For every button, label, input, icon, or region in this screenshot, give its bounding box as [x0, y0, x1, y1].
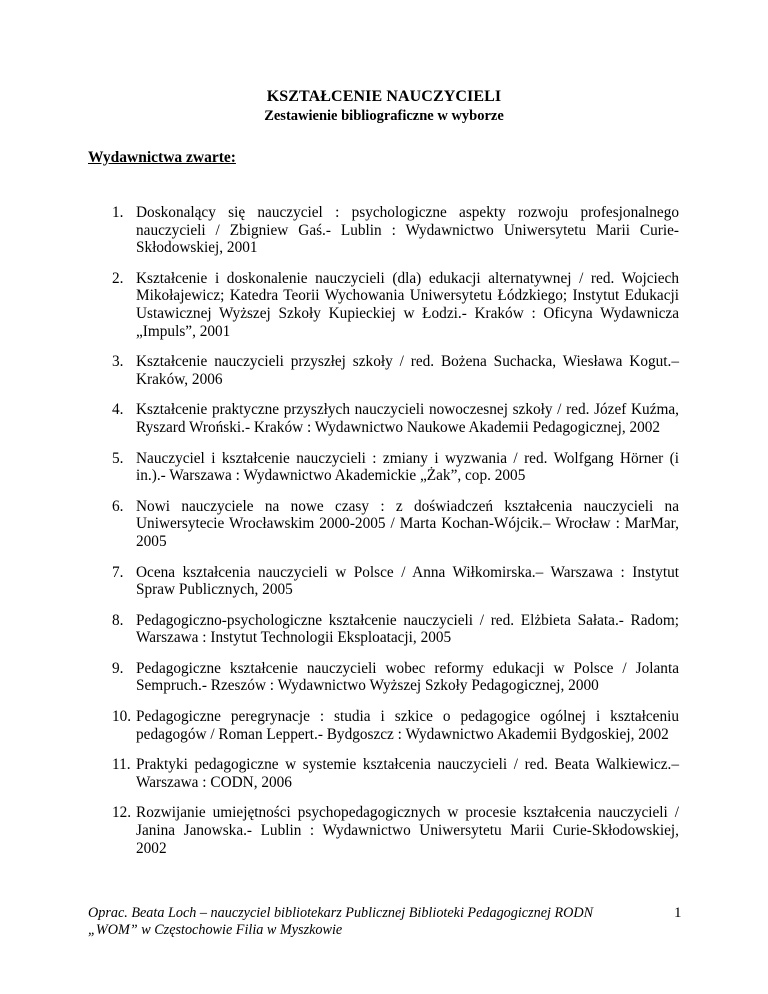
bibliography-entry [112, 498, 679, 551]
entry-text: Kształcenie praktyczne przyszłych nauczycieli nowoczesnej szkoły / red. Józef Kuźma, Ryszard Wroński.- Kraków : Wydawnictwo Naukowe Akademii Pedagogicznej, 2002 [136, 401, 679, 436]
footer-line-2: „WOM” w Częstochowie Filia w Myszkowie [88, 922, 343, 938]
bibliography-entry [112, 612, 679, 647]
entry-text: Ocena kształcenia nauczycieli w Polsce / Anna Wiłkomirska.– Warszawa : Instytut Spraw Publicznych, 2005 [136, 563, 679, 599]
entry-number: 6. [112, 497, 124, 515]
section-heading: Wydawnictwa zwarte: [88, 149, 236, 166]
document-subtitle: Zestawienie bibliograficzne w wyborze [264, 108, 504, 124]
entry-number: 12. [112, 804, 132, 822]
entry-number: 10. [112, 708, 132, 726]
bibliography-entry [112, 756, 679, 791]
entry-text: Nowi nauczyciele na nowe czasy : z doświadczeń kształcenia nauczycieli na Uniwersytecie Wrocławskim 2000-2005 / Marta Kochan-Wójcik.– Wrocław : MarMar, 2005 [136, 497, 679, 550]
entry-text: Rozwijanie umiejętności psychopedagogicznych w procesie kształcenia nauczycieli / Janina Janowska.- Lublin : Wydawnictwo Uniwersytetu Marii Curie-Skłodowskiej, 2002 [136, 804, 679, 857]
page-number: 1 [674, 905, 682, 921]
entry-number: 7. [112, 563, 124, 581]
entry-text: Kształcenie nauczycieli przyszłej szkoły / red. Bożena Suchacka, Wiesława Kogut.– Kraków, 2006 [136, 353, 679, 388]
entry-number: 1. [112, 204, 124, 221]
entry-number: 2. [112, 269, 124, 287]
page-footer [88, 905, 608, 939]
entry-text: Nauczyciel i kształcenie nauczycieli : zmiany i wyzwania / red. Wolfgang Hörner (i in.).- Warszawa : Wydawnictwo Akademickie „Żak”, cop. 2005 [136, 449, 679, 485]
bibliography-entry [112, 450, 679, 485]
bibliography-entry [112, 804, 679, 857]
entry-number: 9. [112, 659, 124, 677]
entry-number: 11. [112, 756, 131, 774]
bibliography-entry [112, 204, 679, 257]
entry-text: Doskonalący się nauczyciel : psychologiczne aspekty rozwoju profesjonalnego nauczycieli / Zbigniew Gaś.- Lublin : Wydawnictwo Uniwersytetu Marii Curie-Skłodowskiej, 2001 [136, 204, 679, 257]
bibliography-entry [112, 708, 679, 743]
entry-number: 3. [112, 353, 124, 371]
entry-text: Pedagogiczne peregrynacje : studia i szkice o pedagogice ogólnej i kształceniu pedagogów / Roman Leppert.- Bydgoszcz : Wydawnictwo Akademii Bydgoskiej, 2002 [136, 708, 679, 743]
entry-text: Pedagogiczne kształcenie nauczycieli wobec reformy edukacji w Polsce / Jolanta Sempruch.- Rzeszów : Wydawnictwo Wyższej Szkoły Pedagogicznej, 2000 [136, 659, 679, 695]
entry-text: Praktyki pedagogiczne w systemie kształcenia nauczycieli / red. Beata Walkiewicz.– Warszawa : CODN, 2006 [136, 756, 679, 791]
bibliography-entry [112, 660, 679, 695]
footer-line-1: Oprac. Beata Loch – nauczyciel bibliotekarz Publicznej Biblioteki Pedagogicznej RODN [88, 905, 594, 921]
bibliography-list [112, 204, 679, 870]
bibliography-entry [112, 564, 679, 599]
entry-text: Pedagogiczno-psychologiczne kształcenie nauczycieli / red. Elżbieta Sałata.- Radom; Warszawa : Instytut Technologii Eksploatacji, 2005 [136, 611, 679, 647]
bibliography-entry [112, 401, 679, 436]
document-title: KSZTAŁCENIE NAUCZYCIELI [266, 88, 502, 105]
bibliography-entry [112, 270, 679, 340]
entry-number: 8. [112, 611, 124, 629]
entry-number: 4. [112, 401, 124, 419]
bibliography-entry [112, 353, 679, 388]
entry-number: 5. [112, 449, 124, 467]
entry-text: Kształcenie i doskonalenie nauczycieli (dla) edukacji alternatywnej / red. Wojciech Mikołajewicz; Katedra Teorii Wychowania Uniwersytetu Łódzkiego; Instytut Edukacji Ustawicznej Wyższej Szkoły Kupieckiej w Łodzi.- Kraków : Oficyna Wydawnicza „Impuls”, 2001 [136, 269, 679, 340]
